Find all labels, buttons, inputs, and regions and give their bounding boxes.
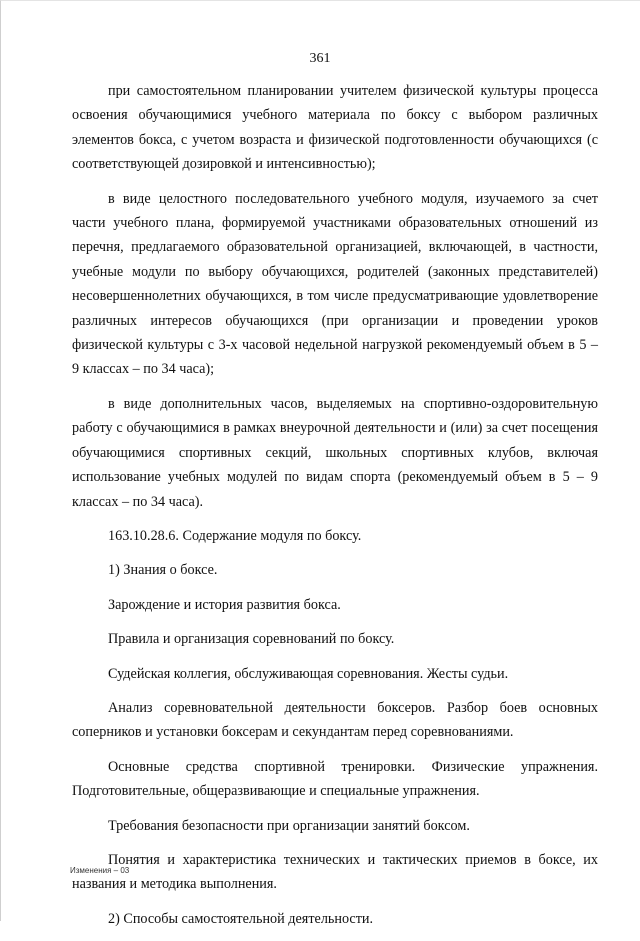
paragraph: Основные средства спортивной тренировки. Физические упражнения. Подготовительные, общеразвивающие и специальные упражнения. xyxy=(72,758,598,800)
paragraph: Судейская коллегия, обслуживающая соревнования. Жесты судьи. xyxy=(108,665,509,682)
paragraph: Требования безопасности при организации занятий боксом. xyxy=(108,817,470,834)
paragraph: в виде дополнительных часов, выделяемых на спортивно-оздоровительную работу с обучающимися в рамках внеурочной деятельности и (или) за счет посещения обучающимися спортивных секций, школьных спортивных клубов, включая использование учебных модулей по видам спорта (рекомендуемый объем в 5 – 9 классах – по 34 часа). xyxy=(72,395,598,510)
revision-footer: Изменения – 03 xyxy=(70,866,130,875)
page-number: 361 xyxy=(309,51,331,66)
paragraph: Анализ соревновательной деятельности боксеров. Разбор боев основных соперников и установки боксерам и секундантам перед соревнованиями. xyxy=(72,699,598,741)
subsection-heading: 1) Знания о боксе. xyxy=(108,562,218,579)
paragraph: Правила и организация соревнований по боксу. xyxy=(108,631,395,648)
paragraph: в виде целостного последовательного учебного модуля, изучаемого за счет части учебного плана, формируемой участниками образовательных отношений из перечня, предлагаемого образовательной организацией, включающей, в частности, учебные модули по выбору обучающихся, родителей (законных представителей) несовершеннолетних обучающихся, в том числе предусматривающие удовлетворение различных интересов обучающихся (при организации и проведении уроков физической культуры с 3-х часовой недельной нагрузкой рекомендуемый объем в 5 – 9 классах – по 34 часа); xyxy=(72,190,598,378)
document-body xyxy=(72,79,598,941)
paragraph: Понятия и характеристика технических и тактических приемов в боксе, их названия и методика выполнения. xyxy=(72,851,598,893)
section-heading: 163.10.28.6. Содержание модуля по боксу. xyxy=(108,527,362,544)
paragraph: Зарождение и история развития бокса. xyxy=(108,596,341,613)
paragraph: при самостоятельном планировании учителем физической культуры процесса освоения обучающимися учебного материала по боксу с выбором различных элементов бокса, с учетом возраста и физической подготовленности обучающихся (с соответствующей дозировкой и интенсивностью); xyxy=(72,83,598,173)
subsection-heading: 2) Способы самостоятельной деятельности. xyxy=(108,910,374,927)
